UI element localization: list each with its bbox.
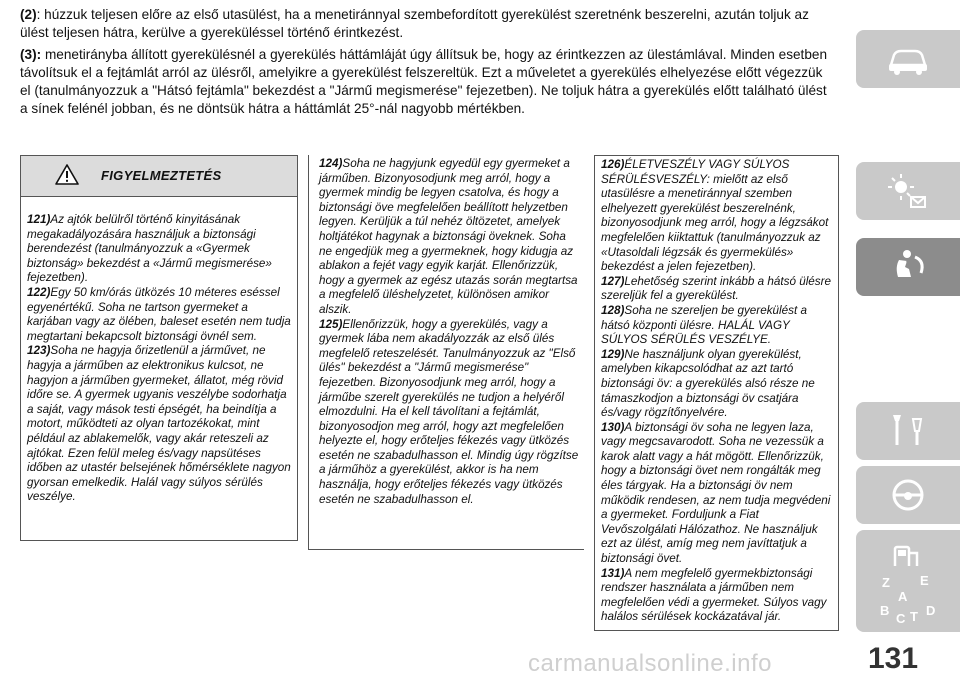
warning-box: [20, 155, 298, 541]
warning-item: [601, 304, 832, 348]
warning-text: ÉLETVESZÉLY VAGY SÚLYOS SÉRÜLÉSVESZÉLY: mielőtt az első utasülésre a menetiránnyal szemben elhelyezett gyerekülést beszerelnénk, bizonyosodjunk meg arról, hogy a légzsákot megfelelően kiiktattuk (tanulmányozzuk az «Utasoldali légzsák és gyermekülés» bekezdést a jelen fejezetben).: [601, 158, 829, 274]
seat-airbag-icon: [885, 247, 931, 287]
warning-number: 121): [27, 213, 51, 226]
warning-item: [27, 286, 291, 344]
warning-text: Egy 50 km/órás ütközés 10 méteres eséssel egyenértékű. Soha ne tartson gyermeket a karjában vagy az ölében, baleset esetén nem tudja megtartani bekapcsolt biztonsági övnél sem.: [27, 285, 291, 343]
index-letter: E: [920, 573, 929, 588]
warning-text: Lehetőség szerint inkább a hátsó ülésre szereljük fel a gyerekülést.: [601, 274, 832, 303]
note-text: : húzzuk teljesen előre az első utasülést, ha a menetiránnyal szembefordított gyerekülést szeretnénk beszerelni, azután toljuk az ülést teljesen hátra, kerülve a gyereküléssel történő érintkezést.: [20, 7, 809, 40]
intro-text: [20, 6, 832, 122]
warning-number: 123): [27, 344, 51, 358]
note-text: menetirányba állított gyerekülésnél a gyerekülés háttámláját úgy állítsuk be, hogy az érintkezzen az ülestámlával. Minden esetben távolítsuk el a fejtámlát arról az ülésről, amelyikre a gyerekülést felszereltük. Ezt a műveletet a gyerekülés elhelyezése előtt végezzük el (tanulmányozzuk a "Hátsó fejtámla" bekezdést a "Jármű megismerése" fejezetben). Ne toljuk hátra a gyerekülés előtt található ülést a sínek felénél jobban, és ne döntsük hátra a háttámlát 25°-nál nagyobb mértékben.: [20, 47, 828, 116]
warning-text: Az ajtók belülről történő kinyitásának megakadályozására használjuk a biztonsági berendezést (tanulmányozzuk a «Gyermek biztonság» bekezdést a «Jármű megismerése» fejezetben).: [27, 213, 272, 285]
warning-text: A nem megfelelő gyermekbiztonsági rendszer használata a járműben nem megfelelően védi a gyermeket. Súlyos vagy halálos sérülések kockázatával jár.: [601, 566, 827, 624]
warning-list: [21, 197, 297, 505]
warning-item: [27, 344, 291, 505]
warning-column-3: [594, 155, 839, 631]
tab-steering[interactable]: [856, 466, 960, 524]
tools-icon: [885, 411, 931, 451]
warning-number: 128): [601, 303, 625, 317]
watermark: carmanualsonline.info: [528, 650, 772, 677]
warning-box: [594, 155, 839, 631]
warning-number: 126): [601, 158, 625, 171]
tab-tools[interactable]: [856, 402, 960, 460]
warning-text: Soha ne hagyjunk egyedül egy gyermeket a járműben. Bizonyosodjunk meg arról, hogy a gyermek mindig be legyen csatolva, és hogy a biztonsági öve megfelelően beállított helyzetben legyen. Kerüljük a túl nehéz öltözetet, amelyek holtjátékot hagynak a biztonsági öveknek. Soha ne engedjük meg a gyermeknek, hogy kidugja az ablakon a fejét vagy egyik karját. Ellenőrizzük, hogy a gyermek az egész utazás során megtartsa a megfelelő üléshelyzetet, különösen amikor alszik.: [319, 157, 578, 316]
note-number: (2): [20, 7, 37, 22]
warning-title: FIGYELMEZTETÉS: [101, 168, 222, 183]
warning-item: [27, 213, 291, 286]
note-number: (3):: [20, 47, 42, 62]
warning-number: 130): [601, 420, 625, 434]
index-letter: D: [926, 603, 936, 618]
index-letter: C: [896, 611, 906, 626]
index-letter: Z: [882, 575, 890, 590]
warning-item: [601, 275, 832, 304]
page-number: 131: [868, 642, 919, 675]
warning-item: [601, 348, 832, 421]
intro-paragraph-2: [20, 6, 832, 42]
tab-seat-airbag[interactable]: [856, 238, 960, 296]
chapter-sidebar: [846, 0, 960, 678]
warning-item: [319, 318, 580, 508]
index-letter: A: [898, 589, 908, 604]
warning-number: 122): [27, 285, 51, 299]
warning-text: A biztonsági öv soha ne legyen laza, vagy megcsavarodott. Soha ne vezessük a karok alatt vagy a hát mögött. Ellenőrizzük, hogy a biztonsági övet nem rongálták meg éles tárgyak. Ha a biztonsági öv nem működik rendesen, az nem tudja megvédeni a gyermeket. Forduljunk a Fiat Vevőszolgálati Hálózathoz. Ne használjuk ezt az ülést, amíg meg nem javíttatjuk a biztonsági övet.: [601, 420, 831, 566]
warning-column-2: [308, 155, 584, 550]
warning-item: [319, 157, 580, 318]
warning-text: Soha ne hagyja őrizetlenül a járművet, ne hagyja a járműben az elektronikus kulcsot, ne hagyjon a járműben gyermeket, állatot, még rövid időre se. A gyermek ugyanis veszélybe sodorhatja a saját, vagy mások testi épségét, ha beindítja a motort, működteti az olyan tartozékokat, mint például az ablakemelők, vagy akár reteszeli az ajtókat. Ezen felül meleg és/vagy napsütéses időben az utastér belsejének hőmérséklete nagyon gyorsan emelkedik. Halál vagy súlyos sérülés veszélye.: [27, 344, 291, 504]
warning-column-1: [20, 155, 298, 541]
index-icon: [876, 571, 940, 627]
warning-list: [315, 155, 584, 507]
car-icon: [885, 39, 931, 79]
warning-number: 131): [601, 566, 625, 580]
tab-car[interactable]: [856, 30, 960, 88]
tab-dashboard-lights[interactable]: [856, 162, 960, 220]
warning-number: 124): [319, 157, 343, 170]
tab-index[interactable]: [856, 566, 960, 632]
warning-text: Ellenőrizzük, hogy a gyerekülés, vagy a gyermek lába nem akadályozzák az első ülés megfelelő reteszelését. Tanulmányozzuk az "Első ülés" bekezdést a "Jármű megismerése" fejezetben. Bizonyosodjunk meg arról, hogy a járműbe szerelt gyerekülés ne tudjon a helyéről elmozdulni. Ha el kell távolítani a fejtámlát, bizonyosodjon meg arról, hogy azt megfelelően helyezte el, hogy erőteljes fékezés vagy ütközés esetén ne szabadulhasson el. Mindig úgy rögzítse a járműhöz a gyerekülést, akkor is ha nem használja, hogy erőteljes fékezés vagy ütközés esetén ne szabadulhasson el.: [319, 317, 579, 506]
warning-header: [21, 156, 297, 197]
intro-paragraph-3: [20, 46, 832, 118]
warning-item: [601, 421, 832, 567]
warning-item: [601, 567, 832, 625]
index-letter: T: [910, 609, 918, 624]
warning-text: Soha ne szereljen be gyerekülést a hátsó központi ülésre. HALÁL VAGY SÚLYOS SÉRÜLÉS VESZÉLYE.: [601, 303, 807, 347]
steering-wheel-icon: [885, 475, 931, 515]
warning-list: [595, 156, 838, 625]
warning-text: Ne használjunk olyan gyerekülést, amelyben kikapcsolódhat az azt tartó biztonsági öv: a gyerekülés alsó része ne támaszkodjon a biztonsági öv csatjára és/vagy rögzítőnyelvére.: [601, 347, 815, 420]
index-letter: B: [880, 603, 890, 618]
warning-number: 127): [601, 274, 625, 288]
warning-box: [308, 155, 584, 550]
warning-number: 125): [319, 317, 343, 331]
dashboard-lights-icon: [885, 171, 931, 211]
warning-number: 129): [601, 347, 625, 361]
warning-item: [601, 158, 832, 275]
warning-triangle-icon: [55, 163, 79, 187]
